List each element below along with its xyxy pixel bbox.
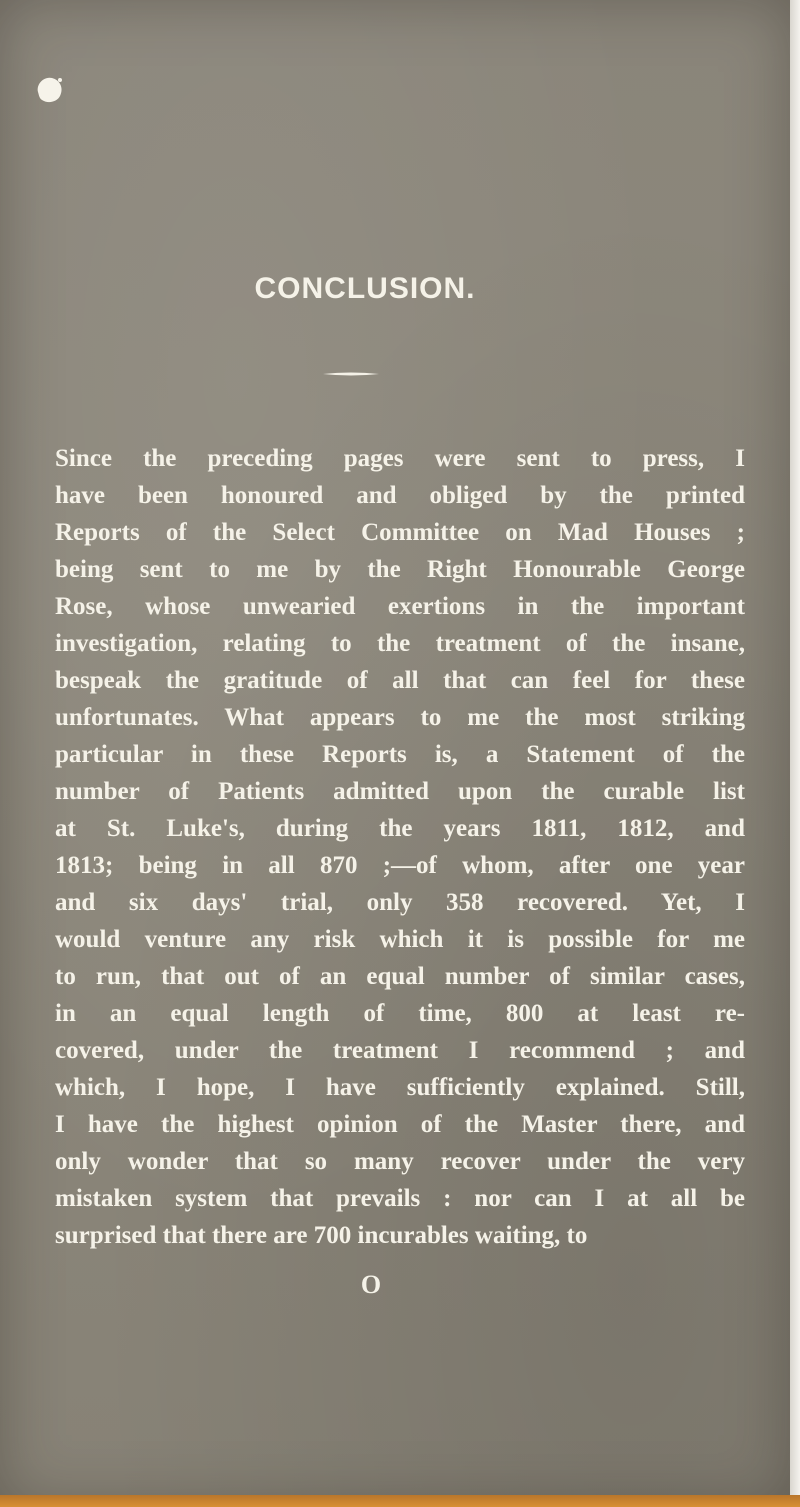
text-line: covered, under the treatment I recommend ; and <box>55 1037 745 1064</box>
body-paragraph <box>55 440 745 1254</box>
text-line: particular in these Reports is, a Statement of the <box>55 741 745 768</box>
text-line: number of Patients admitted upon the curable list <box>55 778 745 805</box>
text-line: Since the preceding pages were sent to press, I <box>55 445 745 472</box>
text-line: and six days' trial, only 358 recovered. Yet, I <box>55 889 745 916</box>
text-line: would venture any risk which it is possible for me <box>55 926 745 953</box>
text-line: to run, that out of an equal number of similar cases, <box>55 963 745 990</box>
text-line: at St. Luke's, during the years 1811, 1812, and <box>55 815 745 842</box>
page-edge-right <box>790 0 800 1507</box>
text-line: bespeak the gratitude of all that can feel for these <box>55 667 745 694</box>
text-line: have been honoured and obliged by the printed <box>55 482 745 509</box>
text-line: I have the highest opinion of the Master there, and <box>55 1111 745 1138</box>
page-edge-bottom <box>0 1495 800 1507</box>
text-line: Reports of the Select Committee on Mad Houses ; <box>55 519 745 546</box>
ink-blot-mark <box>30 70 70 110</box>
text-line: Rose, whose unwearied exertions in the important <box>55 593 745 620</box>
text-line: unfortunates. What appears to me the most striking <box>55 704 745 731</box>
text-line: investigation, relating to the treatment of the insane, <box>55 630 745 657</box>
heading-rule <box>323 372 379 376</box>
text-line: mistaken system that prevails : nor can I at all be <box>55 1185 745 1212</box>
text-line: only wonder that so many recover under the very <box>55 1148 745 1175</box>
text-line: surprised that there are 700 incurables waiting, to <box>55 1222 588 1249</box>
text-line: being sent to me by the Right Honourable George <box>55 556 745 583</box>
signature-mark: O <box>360 1270 382 1299</box>
text-line: which, I hope, I have sufficiently explained. Still, <box>55 1074 745 1101</box>
text-line: in an equal length of time, 800 at least re- <box>55 1000 745 1027</box>
text-line: 1813; being in all 870 ;—of whom, after one year <box>55 852 745 879</box>
chapter-heading: CONCLUSION. <box>254 272 476 305</box>
